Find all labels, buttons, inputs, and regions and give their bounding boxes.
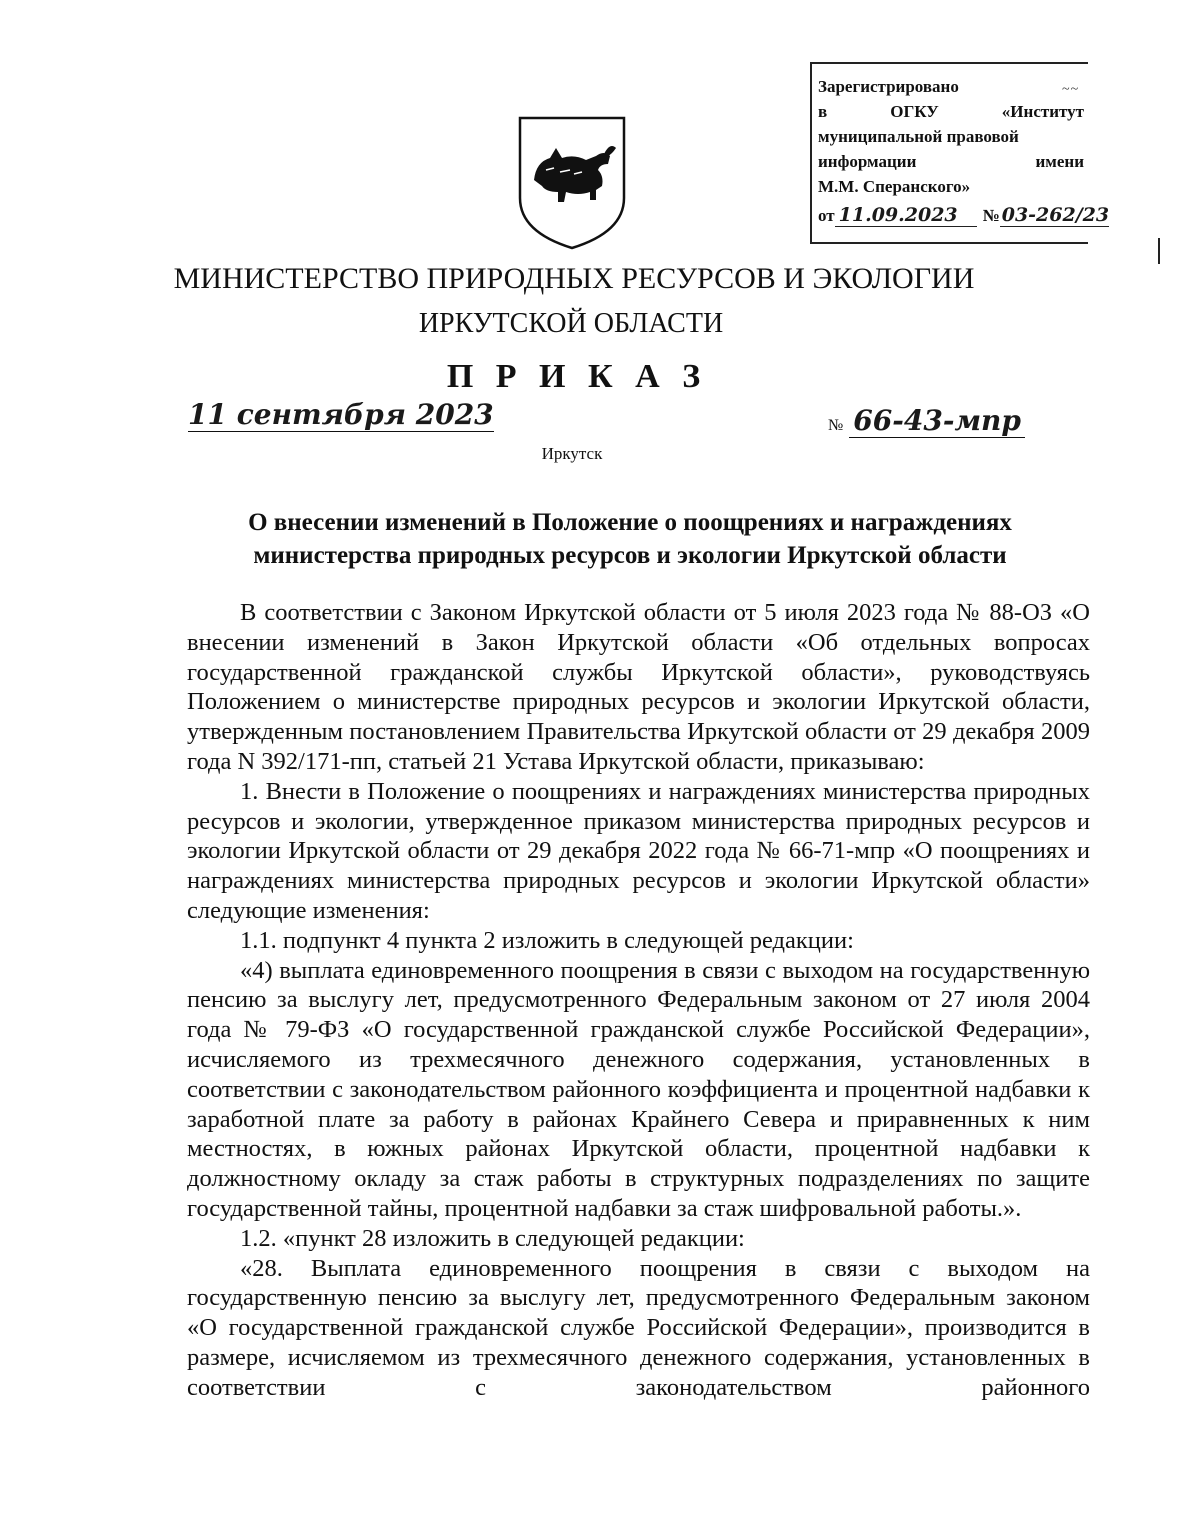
stamp-date: 11.09.2023 (835, 204, 977, 227)
document-subject: О внесении изменений в Положение о поощрениях и награждениях министерства природных ресурсов и экологии Иркутской области (248, 509, 1012, 569)
coat-of-arms-icon (512, 112, 632, 252)
body-paragraph: 1. Внести в Положение о поощрениях и награждениях министерства природных ресурсов и экологии, утвержденное приказом министерства природных ресурсов и экологии Иркутской области от 29 декабря 2022 года № 66-71-мпр «О поощрениях и награждениях министерства природных ресурсов и экологии Иркутской области» следующие изменения: (187, 777, 1090, 924)
stamp-line: муниципальной правовой (818, 127, 1019, 146)
region-name: ИРКУТСКОЙ ОБЛАСТИ (418, 308, 724, 339)
body-paragraph: 1.1. подпункт 4 пункта 2 изложить в следующей редакции: (240, 926, 854, 954)
body-paragraph: 1.2. «пункт 28 изложить в следующей редакции: (240, 1224, 745, 1252)
stamp-line: информации имени (818, 152, 1084, 171)
document-body (187, 598, 1090, 1403)
stamp-line: в ОГКУ «Институт (818, 102, 1084, 121)
body-paragraph: «4) выплата единовременного поощрения в связи с выходом на государственную пенсию за выслугу лет, предусмотренного Федеральным законом от 27 июля 2004 года № 79-ФЗ «О государственной гражданской службе Российской Федерации», исчисляемого из трехмесячного денежного содержания, установленных в соответствии с законодательством районного коэффициента и процентной надбавки к заработной плате за работу в районах Крайнего Севера и приравненных к ним местностях, в южных районах Иркутской области, процентной надбавки к должностному окладу за стаж работы в структурных подразделениях по защите государственной тайны, процентной надбавки за стаж шифровальной работы.». (187, 956, 1090, 1222)
registration-stamp (810, 62, 1110, 244)
stamp-signature-mark: ~~ (1062, 82, 1080, 97)
stamp-line: М.М. Сперанского» (818, 177, 971, 196)
document-type-title: П Р И К А З (446, 358, 708, 395)
stamp-edge-mark (1158, 238, 1160, 264)
stamp-date-line: от 11.09.2023 № 03-262/23 (818, 204, 1110, 226)
order-date: 11 сентября 2023 (188, 398, 494, 431)
body-paragraph: В соответствии с Законом Иркутской области от 5 июля 2023 года № 88-ОЗ «О внесении изменений в Закон Иркутской области «Об отдельных вопросах государственной гражданской службы Иркутской области», руководствуясь Положением о министерстве природных ресурсов и экологии Иркутской области, утвержденным постановлением Правительства Иркутской области от 29 декабря 2009 года N 392/171-пп, статьей 21 Устава Иркутской области, приказываю: (187, 599, 1090, 775)
ministry-name: МИНИСТЕРСТВО ПРИРОДНЫХ РЕСУРСОВ И ЭКОЛОГИИ (173, 262, 975, 295)
body-paragraph: «28. Выплата единовременного поощрения в связи с выходом на государственную пенсию за выслугу лет, предусмотренного Федеральным законом «О государственной гражданской службе Российской Федерации», производится в размере, исчисляемом из трехмесячного денежного содержания, установленных в соответствии с законодательством районного (187, 1254, 1090, 1401)
stamp-line: Зарегистрировано (818, 77, 959, 96)
city-name: Иркутск (541, 444, 603, 463)
order-number: № 66-43-мпр (828, 404, 1025, 437)
stamp-number: 03-262/23 (1001, 204, 1110, 226)
